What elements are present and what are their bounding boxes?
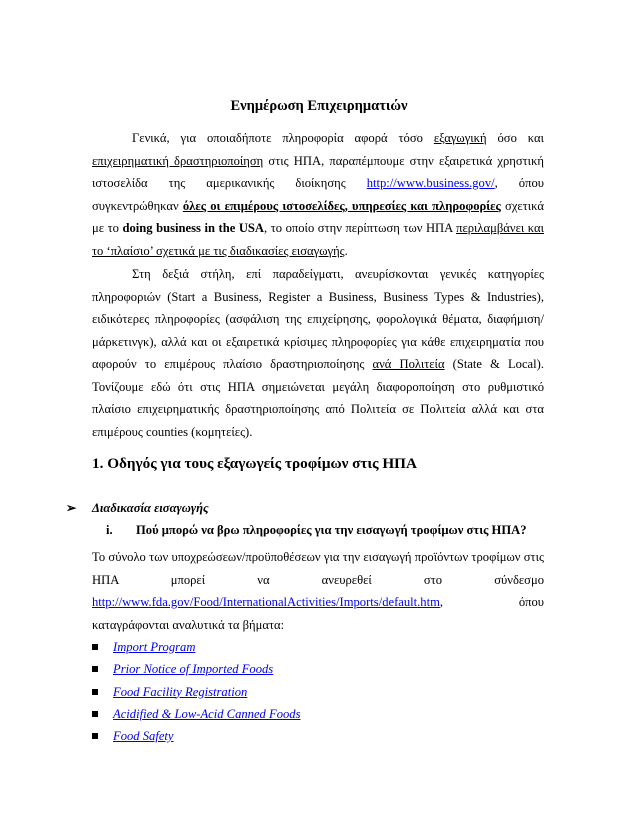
underlined-text: εξαγωγική	[433, 131, 487, 145]
fda-steps-list	[92, 636, 301, 747]
question-text: Πού μπορώ να βρω πληροφορίες για την εισαγωγή τροφίμων στις ΗΠΑ?	[136, 523, 527, 537]
list-item	[92, 681, 301, 703]
details-paragraph	[92, 263, 544, 443]
import-program-link[interactable]: Import Program	[113, 640, 196, 654]
square-bullet-icon	[92, 644, 98, 650]
food-safety-link[interactable]: Food Safety	[113, 729, 174, 744]
bold-text: doing business in the USA	[122, 221, 265, 235]
question-heading	[106, 523, 527, 538]
acidified-canned-foods-link[interactable]: Acidified & Low-Acid Canned Foods	[113, 706, 301, 721]
square-bullet-icon	[92, 733, 98, 739]
underlined-text: περιλαμβάνει και το ‘πλαίσιο’ σχετικά με τις διαδικασίες εισαγωγής	[92, 221, 545, 258]
food-facility-registration-link[interactable]: Food Facility Registration	[113, 684, 248, 699]
fda-imports-link[interactable]: http://www.fda.gov/Food/InternationalActivities/Imports/default.htm	[92, 595, 440, 609]
business-gov-link[interactable]: http://www.business.gov/	[366, 176, 495, 190]
list-item	[92, 658, 301, 680]
underlined-text: επιχειρηματική δραστηριοποίηση	[92, 153, 264, 168]
underlined-text: ανά Πολιτεία	[372, 357, 445, 371]
text-span: .	[344, 243, 348, 258]
subheading-text: Διαδικασία εισαγωγής	[92, 501, 209, 515]
text-span: όσο και	[486, 131, 544, 145]
text-span: , όπου καταγράφονται αναλυτικά τα βήματα:	[92, 595, 544, 632]
bold-underlined-text: όλες οι επιμέρους ιστοσελίδες, υπηρεσίες και πληροφορίες	[182, 198, 501, 213]
list-item	[92, 636, 301, 658]
fda-paragraph	[92, 546, 544, 636]
text-span: Γενικά, για οποιαδήποτε πληροφορία αφορά τόσο	[132, 131, 434, 145]
text-span: Στη δεξιά στήλη, επί παραδείγματι, ανευρίσκονται γενικές κατηγορίες πληροφοριών (Start a Business, Register a Business, Business Types & Industries), ειδικότερες πληροφορίες (ασφάλιση της επιχείρησης, φορολογικά θέματα, διαφήμιση/μάρκετινγκ), αλλά και οι εξαιρετικά κρίσιμες πληροφορίες για κάθε επιχειρηματία που αφορούν το επιμέρους πλαίσιο δραστηριοποίησης	[92, 267, 544, 371]
text-span: στις ΗΠΑ, παραπέμπουμε στην εξαιρετικά χρηστική ιστοσελίδα της αμερικανικής διοίκησης	[92, 153, 544, 190]
square-bullet-icon	[92, 666, 98, 672]
square-bullet-icon	[92, 711, 98, 717]
arrow-bullet-icon: ➢	[66, 501, 77, 515]
question-number: i.	[106, 523, 113, 537]
text-span: , το οποίο στην περίπτωση των ΗΠΑ	[264, 221, 457, 235]
intro-paragraph	[92, 127, 544, 262]
subsection-heading	[66, 500, 209, 516]
text-span: σχετικά με το	[92, 198, 544, 235]
page-title: Ενημέρωση Επιχειρηματιών	[230, 98, 408, 114]
list-item	[92, 703, 301, 725]
section-heading: 1. Οδηγός για τους εξαγωγείς τροφίμων στις ΗΠΑ	[92, 455, 417, 472]
square-bullet-icon	[92, 689, 98, 695]
text-span: (State & Local). Τονίζουμε εδώ ότι στις ΗΠΑ σημειώνεται μεγάλη διαφοροποίηση στο ρυθμιστικό πλαίσιο επιχειρηματικής δραστηριοποίησης από Πολιτεία σε Πολιτεία αλλά και στα επιμέρους counties (κομητείες).	[92, 357, 544, 439]
list-item	[92, 725, 301, 747]
text-span: Το σύνολο των υποχρεώσεων/προϋποθέσεων για την εισαγωγή προϊόντων τροφίμων στις ΗΠΑ μπορεί να ανευρεθεί στο σύνδεσμο	[92, 550, 544, 587]
text-span: , όπου συγκεντρώθηκαν	[92, 176, 544, 213]
prior-notice-link[interactable]: Prior Notice of Imported Foods	[113, 662, 274, 677]
